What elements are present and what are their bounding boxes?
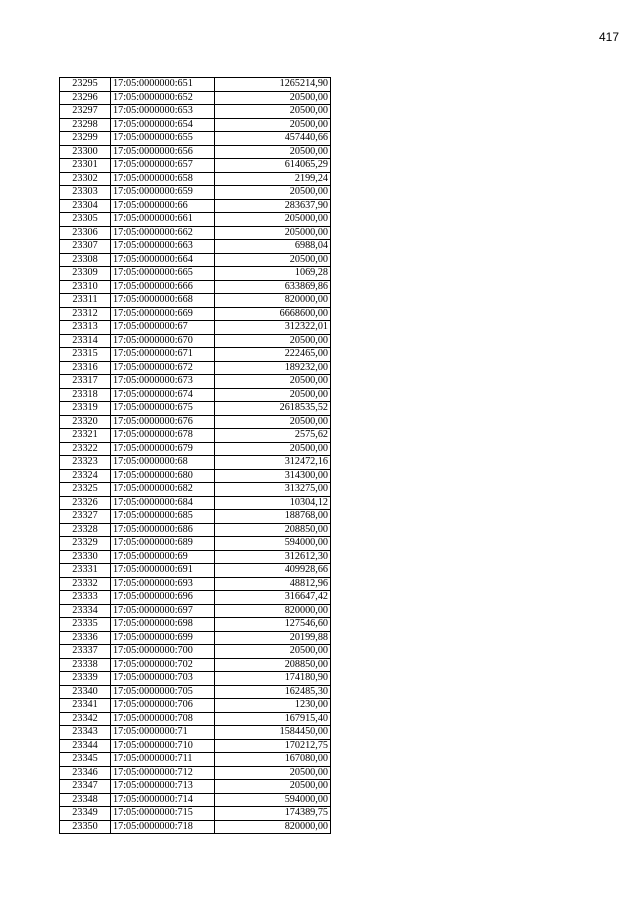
value-cell: 208850,00 [215, 658, 331, 672]
cadastral-number-cell: 17:05:0000000:685 [111, 510, 215, 524]
row-number-cell: 23301 [60, 159, 111, 173]
cadastral-number-cell: 17:05:0000000:699 [111, 631, 215, 645]
value-cell: 6668600,00 [215, 307, 331, 321]
table-row [60, 132, 331, 146]
table-row [60, 267, 331, 281]
value-cell: 20500,00 [215, 375, 331, 389]
row-number-cell: 23342 [60, 712, 111, 726]
table-row [60, 213, 331, 227]
cadastral-number-cell: 17:05:0000000:676 [111, 415, 215, 429]
table-row [60, 105, 331, 119]
row-number-cell: 23341 [60, 699, 111, 713]
row-number-cell: 23344 [60, 739, 111, 753]
table-row [60, 685, 331, 699]
table-row [60, 91, 331, 105]
value-cell: 820000,00 [215, 604, 331, 618]
value-cell: 20500,00 [215, 145, 331, 159]
table-row [60, 591, 331, 605]
cadastral-number-cell: 17:05:0000000:678 [111, 429, 215, 443]
row-number-cell: 23349 [60, 807, 111, 821]
table-row [60, 712, 331, 726]
row-number-cell: 23306 [60, 226, 111, 240]
value-cell: 457440,66 [215, 132, 331, 146]
value-cell: 20500,00 [215, 253, 331, 267]
cadastral-number-cell: 17:05:0000000:689 [111, 537, 215, 551]
table-row [60, 348, 331, 362]
value-cell: 205000,00 [215, 213, 331, 227]
cadastral-number-cell: 17:05:0000000:706 [111, 699, 215, 713]
value-cell: 312322,01 [215, 321, 331, 335]
table-row [60, 577, 331, 591]
table-row [60, 766, 331, 780]
cadastral-number-cell: 17:05:0000000:691 [111, 564, 215, 578]
cadastral-number-cell: 17:05:0000000:670 [111, 334, 215, 348]
row-number-cell: 23319 [60, 402, 111, 416]
value-cell: 1069,28 [215, 267, 331, 281]
cadastral-number-cell: 17:05:0000000:69 [111, 550, 215, 564]
table-row [60, 820, 331, 834]
data-table [59, 77, 331, 834]
value-cell: 162485,30 [215, 685, 331, 699]
cadastral-number-cell: 17:05:0000000:651 [111, 78, 215, 92]
cadastral-number-cell: 17:05:0000000:710 [111, 739, 215, 753]
table-row [60, 388, 331, 402]
table-row [60, 307, 331, 321]
row-number-cell: 23329 [60, 537, 111, 551]
cadastral-number-cell: 17:05:0000000:666 [111, 280, 215, 294]
row-number-cell: 23308 [60, 253, 111, 267]
value-cell: 20199,88 [215, 631, 331, 645]
row-number-cell: 23338 [60, 658, 111, 672]
row-number-cell: 23309 [60, 267, 111, 281]
value-cell: 820000,00 [215, 820, 331, 834]
row-number-cell: 23299 [60, 132, 111, 146]
cadastral-number-cell: 17:05:0000000:679 [111, 442, 215, 456]
row-number-cell: 23343 [60, 726, 111, 740]
cadastral-number-cell: 17:05:0000000:658 [111, 172, 215, 186]
row-number-cell: 23347 [60, 780, 111, 794]
value-cell: 2199,24 [215, 172, 331, 186]
table-row [60, 550, 331, 564]
cadastral-number-cell: 17:05:0000000:66 [111, 199, 215, 213]
table-row [60, 780, 331, 794]
row-number-cell: 23303 [60, 186, 111, 200]
table-row [60, 523, 331, 537]
row-number-cell: 23317 [60, 375, 111, 389]
row-number-cell: 23314 [60, 334, 111, 348]
table-row [60, 186, 331, 200]
table-row [60, 253, 331, 267]
value-cell: 20500,00 [215, 388, 331, 402]
row-number-cell: 23328 [60, 523, 111, 537]
value-cell: 409928,66 [215, 564, 331, 578]
cadastral-number-cell: 17:05:0000000:656 [111, 145, 215, 159]
value-cell: 20500,00 [215, 105, 331, 119]
row-number-cell: 23307 [60, 240, 111, 254]
value-cell: 189232,00 [215, 361, 331, 375]
cadastral-number-cell: 17:05:0000000:653 [111, 105, 215, 119]
cadastral-number-cell: 17:05:0000000:715 [111, 807, 215, 821]
table-row [60, 172, 331, 186]
row-number-cell: 23315 [60, 348, 111, 362]
value-cell: 127546,60 [215, 618, 331, 632]
cadastral-number-cell: 17:05:0000000:673 [111, 375, 215, 389]
table-row [60, 510, 331, 524]
table-row [60, 753, 331, 767]
value-cell: 205000,00 [215, 226, 331, 240]
table-row [60, 739, 331, 753]
value-cell: 20500,00 [215, 186, 331, 200]
cadastral-number-cell: 17:05:0000000:672 [111, 361, 215, 375]
value-cell: 1584450,00 [215, 726, 331, 740]
table-row [60, 442, 331, 456]
row-number-cell: 23330 [60, 550, 111, 564]
table-row [60, 496, 331, 510]
value-cell: 283637,90 [215, 199, 331, 213]
table-row [60, 199, 331, 213]
table-row [60, 645, 331, 659]
row-number-cell: 23336 [60, 631, 111, 645]
row-number-cell: 23311 [60, 294, 111, 308]
cadastral-number-cell: 17:05:0000000:686 [111, 523, 215, 537]
cadastral-number-cell: 17:05:0000000:697 [111, 604, 215, 618]
value-cell: 312612,30 [215, 550, 331, 564]
table-row [60, 537, 331, 551]
value-cell: 20500,00 [215, 442, 331, 456]
table-row [60, 658, 331, 672]
cadastral-number-cell: 17:05:0000000:675 [111, 402, 215, 416]
cadastral-number-cell: 17:05:0000000:718 [111, 820, 215, 834]
cadastral-number-cell: 17:05:0000000:682 [111, 483, 215, 497]
row-number-cell: 23332 [60, 577, 111, 591]
table-row [60, 375, 331, 389]
row-number-cell: 23337 [60, 645, 111, 659]
table-row [60, 361, 331, 375]
value-cell: 222465,00 [215, 348, 331, 362]
value-cell: 167080,00 [215, 753, 331, 767]
table-row [60, 672, 331, 686]
value-cell: 594000,00 [215, 537, 331, 551]
row-number-cell: 23323 [60, 456, 111, 470]
cadastral-number-cell: 17:05:0000000:700 [111, 645, 215, 659]
row-number-cell: 23326 [60, 496, 111, 510]
row-number-cell: 23340 [60, 685, 111, 699]
cadastral-number-cell: 17:05:0000000:664 [111, 253, 215, 267]
value-cell: 20500,00 [215, 766, 331, 780]
value-cell: 10304,12 [215, 496, 331, 510]
row-number-cell: 23339 [60, 672, 111, 686]
value-cell: 48812,96 [215, 577, 331, 591]
cadastral-number-cell: 17:05:0000000:665 [111, 267, 215, 281]
table-row [60, 699, 331, 713]
value-cell: 20500,00 [215, 91, 331, 105]
cadastral-number-cell: 17:05:0000000:659 [111, 186, 215, 200]
value-cell: 2618535,52 [215, 402, 331, 416]
table-row [60, 483, 331, 497]
table-row [60, 604, 331, 618]
row-number-cell: 23348 [60, 793, 111, 807]
row-number-cell: 23346 [60, 766, 111, 780]
cadastral-number-cell: 17:05:0000000:705 [111, 685, 215, 699]
table-row [60, 402, 331, 416]
row-number-cell: 23295 [60, 78, 111, 92]
cadastral-number-cell: 17:05:0000000:68 [111, 456, 215, 470]
cadastral-number-cell: 17:05:0000000:713 [111, 780, 215, 794]
table-row [60, 429, 331, 443]
value-cell: 314300,00 [215, 469, 331, 483]
table-row [60, 631, 331, 645]
table-row [60, 469, 331, 483]
table-row [60, 78, 331, 92]
cadastral-number-cell: 17:05:0000000:662 [111, 226, 215, 240]
cadastral-number-cell: 17:05:0000000:703 [111, 672, 215, 686]
table-body [60, 78, 331, 834]
cadastral-number-cell: 17:05:0000000:712 [111, 766, 215, 780]
row-number-cell: 23297 [60, 105, 111, 119]
row-number-cell: 23321 [60, 429, 111, 443]
row-number-cell: 23350 [60, 820, 111, 834]
cadastral-number-cell: 17:05:0000000:652 [111, 91, 215, 105]
cadastral-number-cell: 17:05:0000000:698 [111, 618, 215, 632]
value-cell: 1230,00 [215, 699, 331, 713]
row-number-cell: 23325 [60, 483, 111, 497]
value-cell: 20500,00 [215, 415, 331, 429]
table-row [60, 240, 331, 254]
table-row [60, 226, 331, 240]
row-number-cell: 23310 [60, 280, 111, 294]
cadastral-number-cell: 17:05:0000000:669 [111, 307, 215, 321]
value-cell: 20500,00 [215, 645, 331, 659]
cadastral-number-cell: 17:05:0000000:711 [111, 753, 215, 767]
cadastral-number-cell: 17:05:0000000:655 [111, 132, 215, 146]
cadastral-number-cell: 17:05:0000000:674 [111, 388, 215, 402]
page-number: 417 [598, 30, 619, 44]
row-number-cell: 23298 [60, 118, 111, 132]
row-number-cell: 23322 [60, 442, 111, 456]
table-row [60, 294, 331, 308]
table-row [60, 118, 331, 132]
cadastral-number-cell: 17:05:0000000:680 [111, 469, 215, 483]
cadastral-number-cell: 17:05:0000000:708 [111, 712, 215, 726]
table-row [60, 334, 331, 348]
cadastral-number-cell: 17:05:0000000:661 [111, 213, 215, 227]
value-cell: 20500,00 [215, 780, 331, 794]
value-cell: 633869,86 [215, 280, 331, 294]
value-cell: 6988,04 [215, 240, 331, 254]
cadastral-number-cell: 17:05:0000000:654 [111, 118, 215, 132]
row-number-cell: 23324 [60, 469, 111, 483]
row-number-cell: 23300 [60, 145, 111, 159]
value-cell: 316647,42 [215, 591, 331, 605]
cadastral-number-cell: 17:05:0000000:684 [111, 496, 215, 510]
row-number-cell: 23327 [60, 510, 111, 524]
value-cell: 312472,16 [215, 456, 331, 470]
row-number-cell: 23312 [60, 307, 111, 321]
cadastral-number-cell: 17:05:0000000:693 [111, 577, 215, 591]
value-cell: 208850,00 [215, 523, 331, 537]
cadastral-number-cell: 17:05:0000000:71 [111, 726, 215, 740]
row-number-cell: 23305 [60, 213, 111, 227]
cadastral-number-cell: 17:05:0000000:668 [111, 294, 215, 308]
row-number-cell: 23302 [60, 172, 111, 186]
row-number-cell: 23335 [60, 618, 111, 632]
row-number-cell: 23333 [60, 591, 111, 605]
table-row [60, 726, 331, 740]
cadastral-number-cell: 17:05:0000000:696 [111, 591, 215, 605]
value-cell: 1265214,90 [215, 78, 331, 92]
value-cell: 820000,00 [215, 294, 331, 308]
cadastral-number-cell: 17:05:0000000:714 [111, 793, 215, 807]
row-number-cell: 23345 [60, 753, 111, 767]
table-row [60, 564, 331, 578]
value-cell: 170212,75 [215, 739, 331, 753]
row-number-cell: 23313 [60, 321, 111, 335]
value-cell: 167915,40 [215, 712, 331, 726]
table-row [60, 793, 331, 807]
cadastral-number-cell: 17:05:0000000:67 [111, 321, 215, 335]
row-number-cell: 23334 [60, 604, 111, 618]
table-row [60, 807, 331, 821]
value-cell: 614065,29 [215, 159, 331, 173]
row-number-cell: 23304 [60, 199, 111, 213]
value-cell: 20500,00 [215, 118, 331, 132]
table-row [60, 280, 331, 294]
cadastral-number-cell: 17:05:0000000:671 [111, 348, 215, 362]
table-row [60, 618, 331, 632]
table-row [60, 415, 331, 429]
value-cell: 2575,62 [215, 429, 331, 443]
row-number-cell: 23316 [60, 361, 111, 375]
row-number-cell: 23296 [60, 91, 111, 105]
cadastral-number-cell: 17:05:0000000:702 [111, 658, 215, 672]
row-number-cell: 23331 [60, 564, 111, 578]
table-row [60, 159, 331, 173]
row-number-cell: 23318 [60, 388, 111, 402]
table-row [60, 145, 331, 159]
value-cell: 174389,75 [215, 807, 331, 821]
table-row [60, 456, 331, 470]
cadastral-number-cell: 17:05:0000000:663 [111, 240, 215, 254]
value-cell: 174180,90 [215, 672, 331, 686]
value-cell: 313275,00 [215, 483, 331, 497]
value-cell: 188768,00 [215, 510, 331, 524]
value-cell: 20500,00 [215, 334, 331, 348]
value-cell: 594000,00 [215, 793, 331, 807]
table-row [60, 321, 331, 335]
row-number-cell: 23320 [60, 415, 111, 429]
cadastral-number-cell: 17:05:0000000:657 [111, 159, 215, 173]
